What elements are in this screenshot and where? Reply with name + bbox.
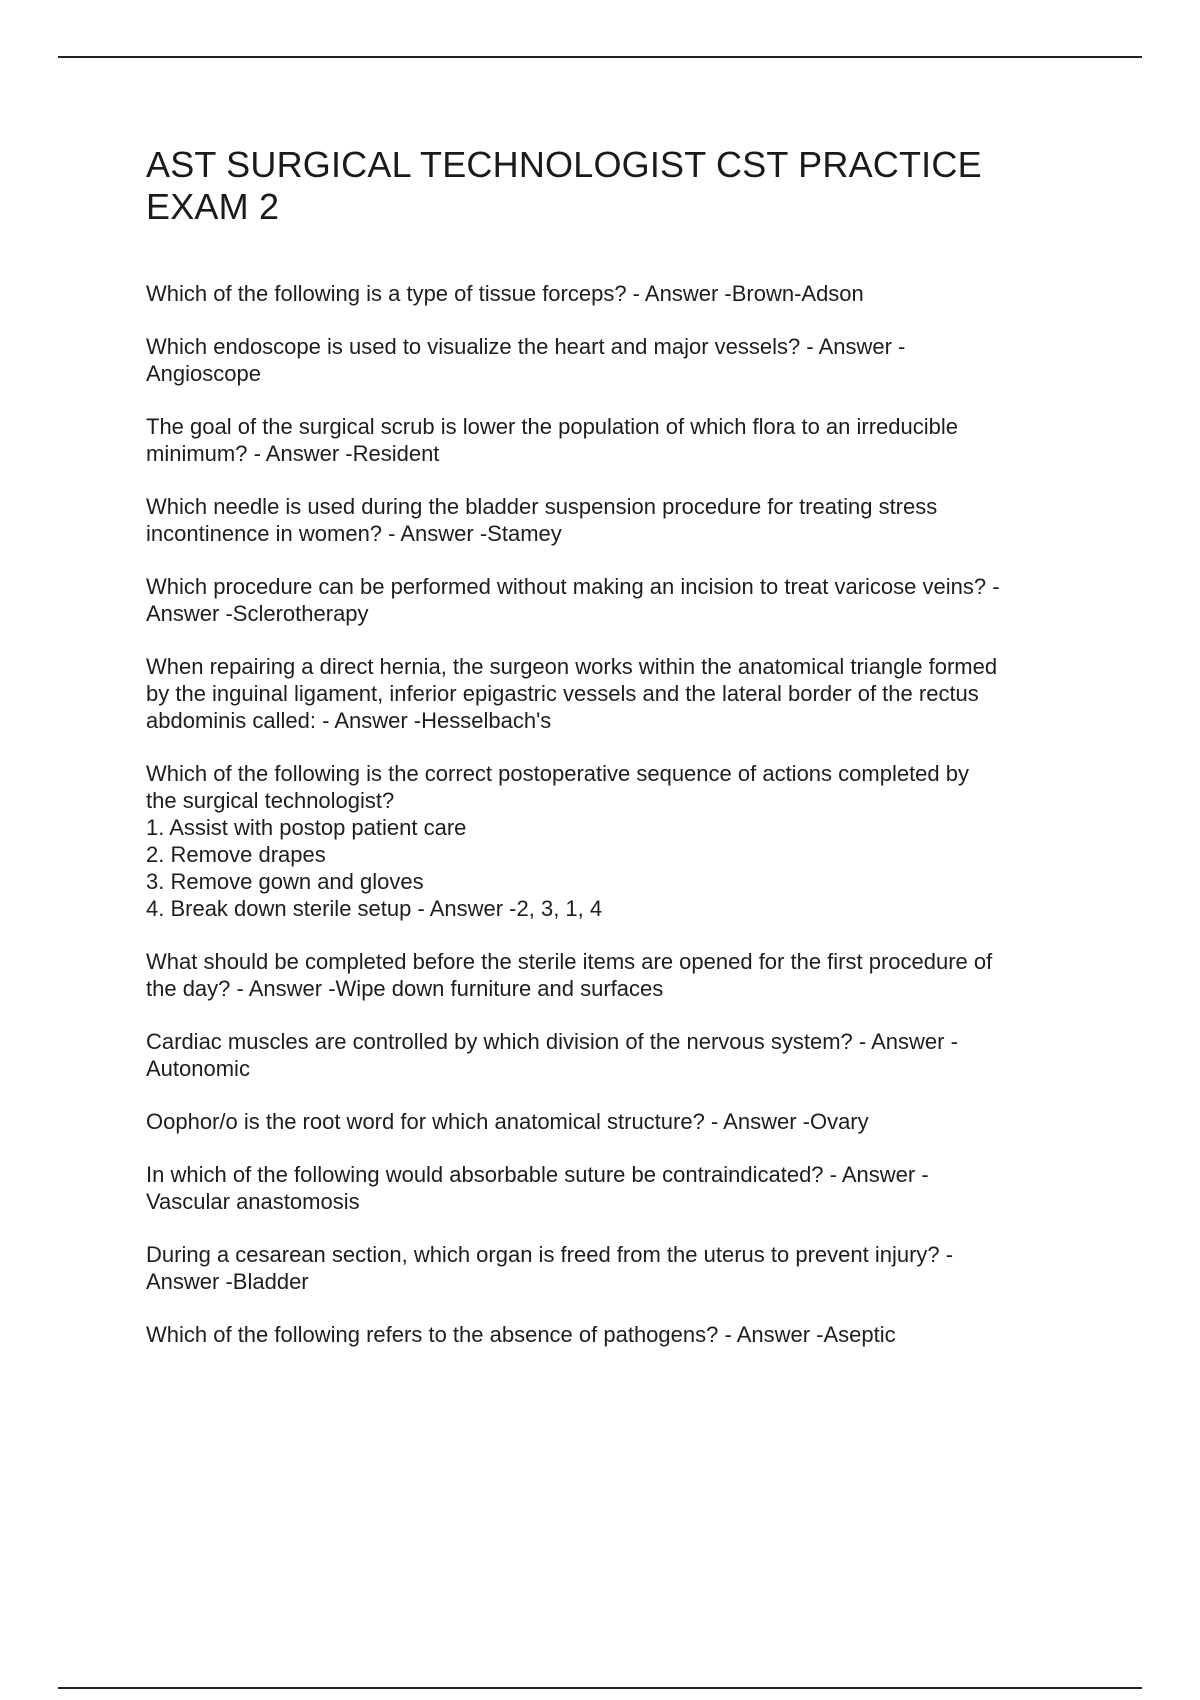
qa-item: What should be completed before the sterile items are opened for the first procedure of the day? - Answer -Wipe down furniture and surfaces [146, 949, 993, 1001]
document-body [146, 144, 1096, 1374]
qa-item: In which of the following would absorbable suture be contraindicated? - Answer - Vascular anastomosis [146, 1162, 929, 1214]
header-rule [58, 56, 1142, 58]
qa-item: Which of the following is the correct postoperative sequence of actions completed by the surgical technologist? 1. Assist with postop patient care 2. Remove drapes 3. Remove gown and gloves 4. Break down sterile setup - Answer -2, 3, 1, 4 [146, 761, 970, 921]
qa-item: The goal of the surgical scrub is lower the population of which flora to an irreducible minimum? - Answer -Resident [146, 414, 959, 466]
qa-item: Which procedure can be performed without making an incision to treat varicose veins? - Answer -Sclerotherapy [146, 574, 1000, 626]
qa-item: Which of the following refers to the absence of pathogens? - Answer -Aseptic [146, 1322, 896, 1347]
qa-item: Which of the following is a type of tissue forceps? - Answer -Brown-Adson [146, 281, 864, 306]
qa-item: Which endoscope is used to visualize the heart and major vessels? - Answer - Angioscope [146, 334, 906, 386]
qa-item: When repairing a direct hernia, the surgeon works within the anatomical triangle formed by the inguinal ligament, inferior epigastric vessels and the lateral border of the rectus abdominis called: - Answer -Hesselbach's [146, 654, 998, 733]
qa-item: Cardiac muscles are controlled by which division of the nervous system? - Answer - Autonomic [146, 1029, 958, 1081]
footer-rule [58, 1687, 1142, 1689]
qa-item: Which needle is used during the bladder suspension procedure for treating stress incontinence in women? - Answer -Stamey [146, 494, 938, 546]
qa-item: During a cesarean section, which organ is freed from the uterus to prevent injury? - Answer -Bladder [146, 1242, 954, 1294]
page-title: AST SURGICAL TECHNOLOGIST CST PRACTICE EXAM 2 [146, 144, 982, 227]
qa-item: Oophor/o is the root word for which anatomical structure? - Answer -Ovary [146, 1109, 869, 1134]
